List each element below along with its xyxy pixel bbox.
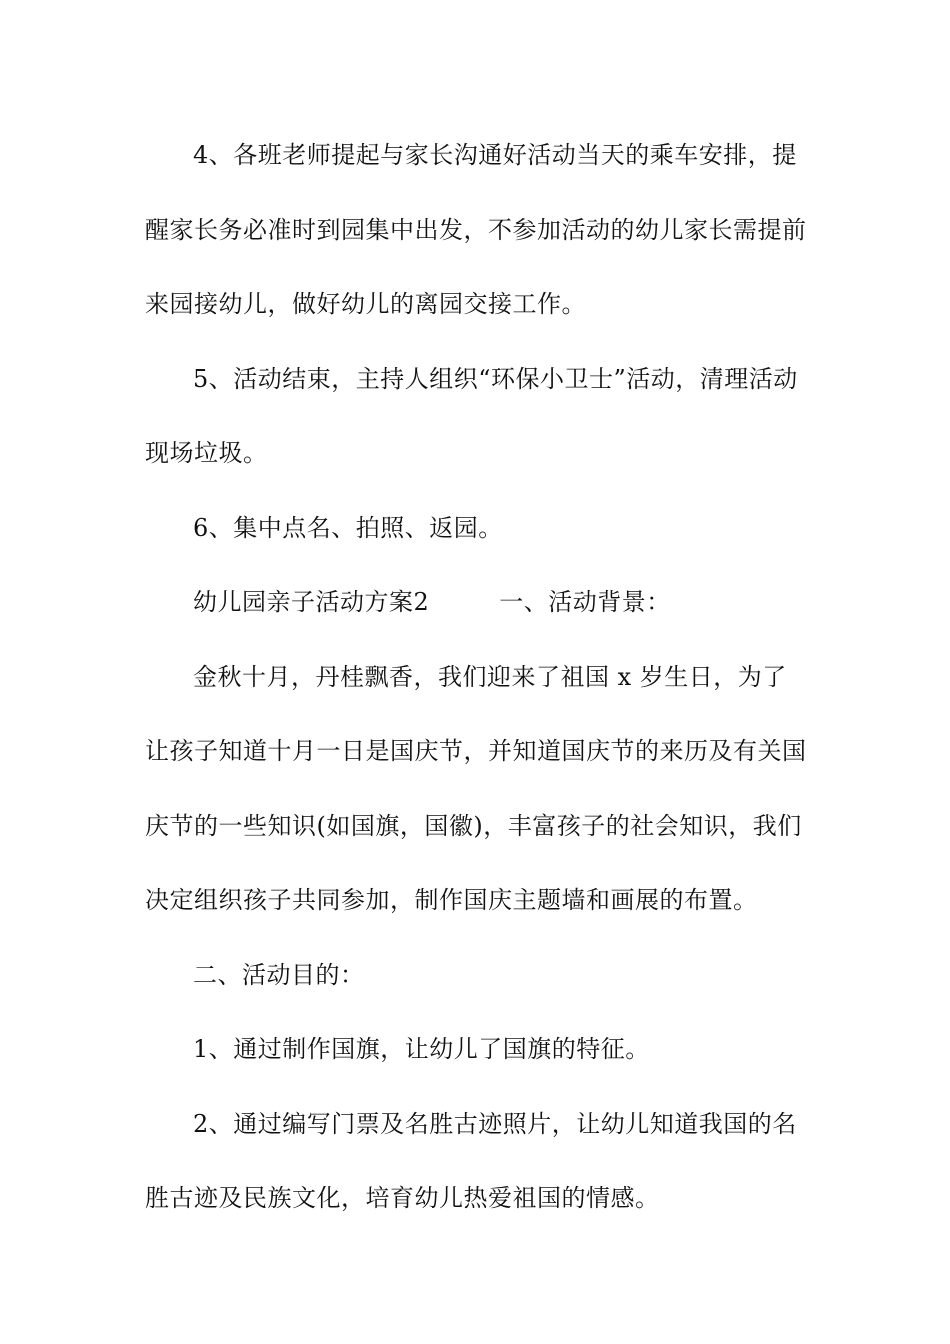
paragraph-background <box>145 640 807 938</box>
paragraph-line: 古迹及民族文化，培育幼儿热爱祖国的情感。 <box>169 1184 660 1212</box>
paragraph-line: 孩子知道十月一日是国庆节，并知道国庆节的来历及有关国庆 <box>145 737 807 840</box>
paragraph-line: 节的一些知识(如国旗，国徽)，丰富孩子的社会知识，我们决 <box>145 811 802 914</box>
document-title: 幼儿园亲子活动方案2 <box>193 588 430 616</box>
paragraph-line: 园接幼儿，做好幼儿的离园交接工作。 <box>169 290 586 318</box>
paragraph-line: 4、各班老师提起与家长沟通好活动当天的乘车安排，提醒 <box>145 141 797 244</box>
paragraph-item-4 <box>145 118 807 342</box>
paragraph-purpose-2 <box>145 1087 807 1236</box>
section-heading-purpose <box>145 938 807 1013</box>
paragraph-line: 1、通过制作国旗，让幼儿了国旗的特征。 <box>193 1035 650 1063</box>
paragraph-line: 2、通过编写门票及名胜古迹照片，让幼儿知道我国的名胜 <box>145 1109 797 1212</box>
paragraph-item-5 <box>145 342 807 491</box>
paragraph-line: 5、活动结束，主持人组织“环保小卫士”活动，清理活动 <box>193 364 798 393</box>
paragraph-line: 金秋十月，丹桂飘香，我们迎来了祖国 x 岁生日，为了让 <box>145 662 787 765</box>
paragraph-line: 现场垃圾。 <box>145 439 268 467</box>
document-body <box>145 118 807 1236</box>
section-heading-line <box>145 565 807 640</box>
section-heading-background: 一、活动背景： <box>499 588 671 616</box>
paragraph-line: 二、活动目的： <box>193 960 365 989</box>
paragraph-purpose-1 <box>145 1012 807 1087</box>
paragraph-line: 家长务必准时到园集中出发，不参加活动的幼儿家长需提前来 <box>145 215 807 318</box>
paragraph-line: 6、集中点名、拍照、返园。 <box>193 513 503 542</box>
paragraph-item-6 <box>145 491 807 566</box>
paragraph-line: 定组织孩子共同参加，制作国庆主题墙和画展的布置。 <box>169 886 758 914</box>
